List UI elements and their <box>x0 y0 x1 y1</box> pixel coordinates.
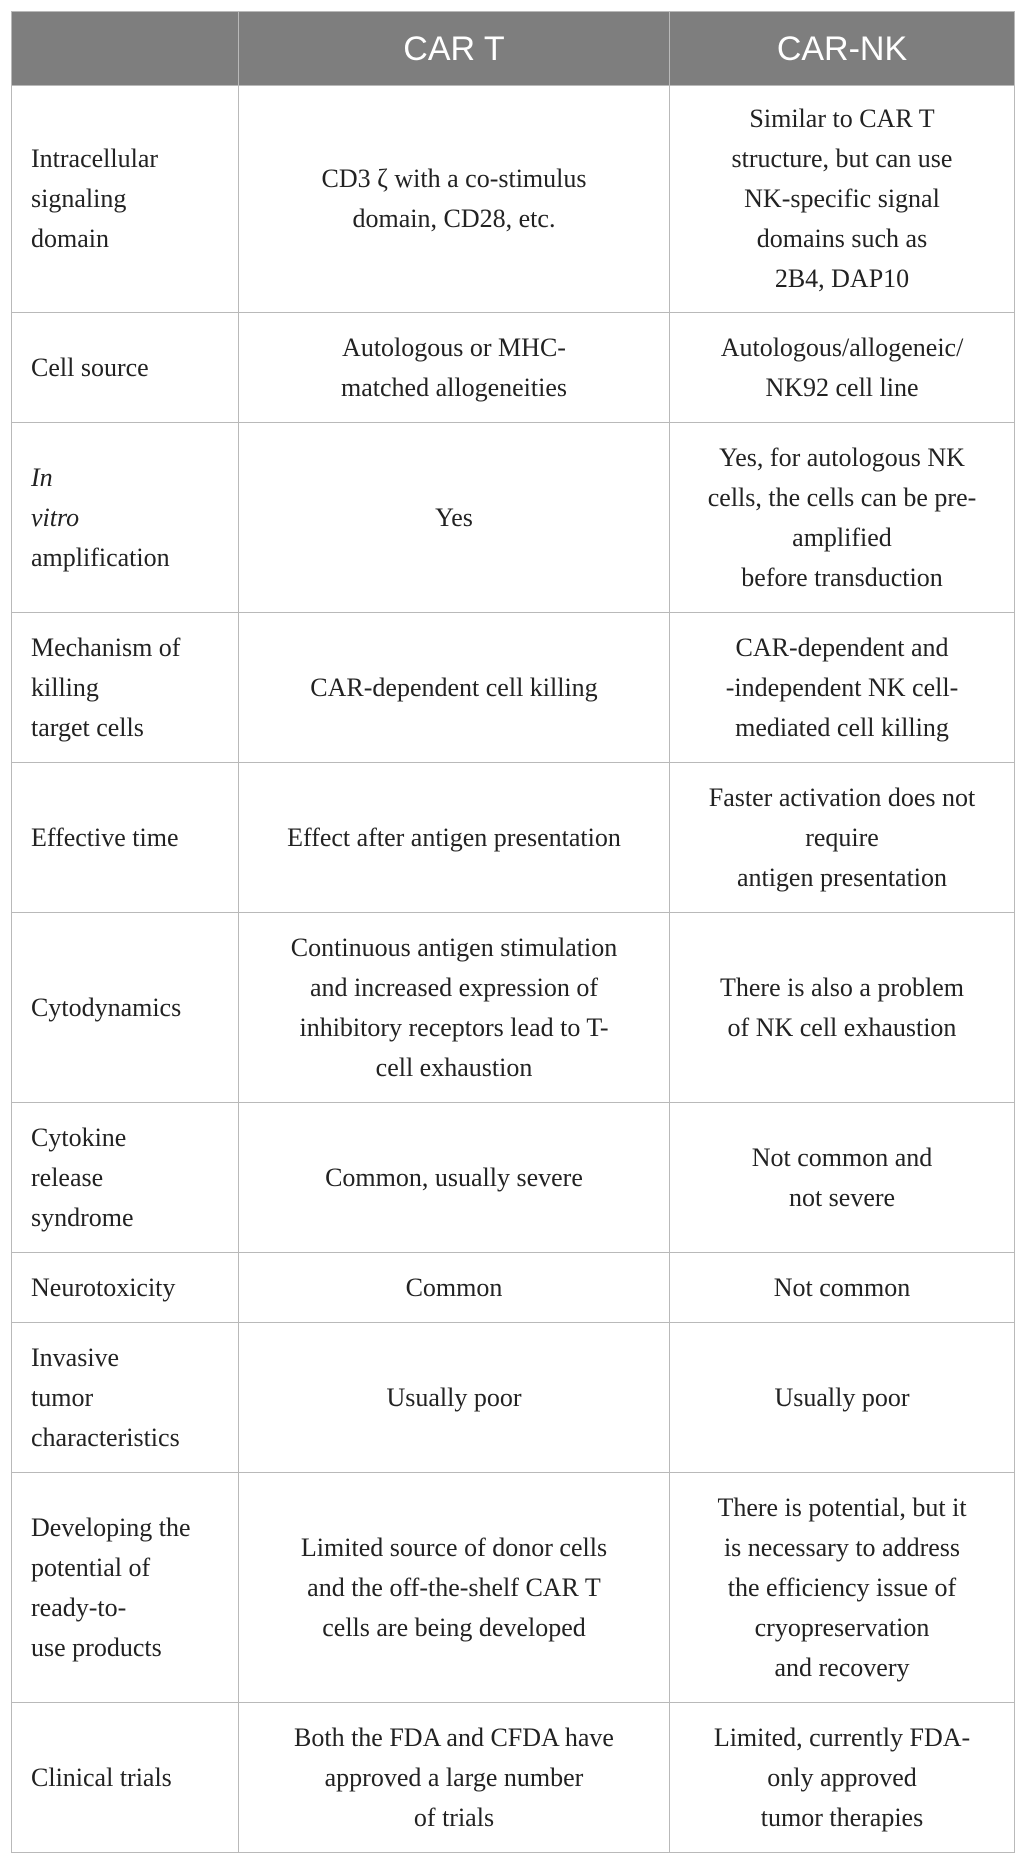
cell-text-line: Continuous antigen stimulation <box>290 932 618 962</box>
table-row <box>12 613 1015 763</box>
row-label-cell <box>12 1323 239 1473</box>
cell-text-line: signaling <box>31 184 127 213</box>
header-car-nk: CAR-NK <box>670 12 1015 86</box>
car-nk-cell <box>670 913 1015 1103</box>
table-row <box>12 1473 1015 1703</box>
row-label-cell <box>12 1703 239 1853</box>
cell-text-line: Common, usually severe <box>325 1162 583 1192</box>
header-car-t: CAR T <box>239 12 670 86</box>
cell-text-line: Common <box>405 1272 503 1302</box>
table-row <box>12 763 1015 913</box>
car-t-cell <box>239 763 670 913</box>
table-body <box>12 86 1015 1853</box>
cell-text-line: CAR-dependent and <box>735 632 949 662</box>
car-t-cell <box>239 1103 670 1253</box>
table-row <box>12 1703 1015 1853</box>
cell-text-line: Developing the <box>31 1512 191 1542</box>
cell-text-line: require <box>805 822 879 852</box>
table-header <box>12 12 1015 86</box>
table-row <box>12 913 1015 1103</box>
car-nk-cell <box>670 1323 1015 1473</box>
cell-text-line: and recovery <box>774 1652 910 1682</box>
car-nk-cell <box>670 423 1015 613</box>
cell-text-line: characteristics <box>31 1422 180 1452</box>
row-label-cell <box>12 1103 239 1253</box>
cell-text-line: Mechanism of <box>31 632 181 662</box>
table-row <box>12 86 1015 313</box>
cell-text-line: Effective time <box>31 822 179 852</box>
cell-text-line: Limited, currently FDA- <box>713 1722 971 1752</box>
row-label-cell <box>12 613 239 763</box>
car-nk-cell <box>670 1473 1015 1703</box>
cell-text-line: Cell source <box>31 352 149 382</box>
cell-text-line: Autologous/allogeneic/ <box>720 332 964 362</box>
car-t-cell <box>239 1323 670 1473</box>
cell-text-line: tumor therapies <box>760 1802 924 1832</box>
cell-text-line: and the off-the-shelf CAR T <box>307 1572 601 1602</box>
car-nk-cell <box>670 1703 1015 1853</box>
cell-text-line: CD3 ζ with a co-stimulus <box>321 164 587 193</box>
cell-text-line: Yes, for autologous NK <box>719 442 965 472</box>
cell-text-line: killing <box>31 672 99 702</box>
cell-text-line: Cytokine <box>31 1122 127 1152</box>
cell-text-line: Invasive <box>31 1342 120 1372</box>
car-t-cell <box>239 1253 670 1323</box>
cell-text-line: vitro <box>31 502 80 532</box>
row-label-cell <box>12 1473 239 1703</box>
table-row <box>12 1253 1015 1323</box>
row-label-cell <box>12 313 239 423</box>
cell-text-line: amplification <box>31 542 170 572</box>
table-row <box>12 313 1015 423</box>
cell-text-line: use products <box>31 1632 162 1662</box>
table-row <box>12 1323 1015 1473</box>
cell-text-line: the efficiency issue of <box>727 1572 957 1602</box>
cell-text-line: of NK cell exhaustion <box>727 1012 957 1042</box>
cell-text-line: matched allogeneities <box>341 372 567 402</box>
cell-text-line: cryopreservation <box>754 1612 930 1642</box>
row-label-cell <box>12 86 239 313</box>
cell-text-line: Usually poor <box>386 1382 522 1412</box>
car-t-cell <box>239 423 670 613</box>
cell-text-line: domain, CD28, etc. <box>352 204 556 233</box>
cell-text-line: structure, but can use <box>731 144 953 173</box>
cell-text-line: There is also a problem <box>719 972 965 1002</box>
cell-text-line: approved a large number <box>324 1762 584 1792</box>
car-t-cell <box>239 1473 670 1703</box>
cell-text-line: Faster activation does not <box>708 782 976 812</box>
cell-text-line: and increased expression of <box>309 972 599 1002</box>
cell-text-line: Similar to CAR T <box>749 104 935 133</box>
cell-text-line: target cells <box>31 712 144 742</box>
car-t-cell <box>239 313 670 423</box>
cell-text-line: Neurotoxicity <box>31 1272 176 1302</box>
car-nk-cell <box>670 86 1015 313</box>
cell-text-line: -independent NK cell- <box>725 672 959 702</box>
cell-text-line: tumor <box>31 1382 94 1412</box>
car-nk-cell <box>670 763 1015 913</box>
cell-text-line: potential of <box>31 1552 151 1582</box>
cell-text-line: CAR-dependent cell killing <box>310 672 598 702</box>
cell-text-line: release <box>31 1162 104 1192</box>
cell-text-line: domains such as <box>756 224 928 253</box>
cell-text-line: Not common and <box>751 1142 933 1172</box>
car-nk-cell <box>670 1253 1015 1323</box>
row-label-cell <box>12 423 239 613</box>
cell-text-line: syndrome <box>31 1202 134 1232</box>
cell-text-line: inhibitory receptors lead to T- <box>299 1012 609 1042</box>
comparison-table <box>11 11 1015 1853</box>
cell-text-line: amplified <box>792 522 892 552</box>
cell-text-line: not severe <box>788 1182 896 1212</box>
cell-text-line: mediated cell killing <box>735 712 949 742</box>
cell-text-line: NK92 cell line <box>765 372 919 402</box>
cell-text-line: Limited source of donor cells <box>300 1532 608 1562</box>
cell-text-line: Both the FDA and CFDA have <box>294 1722 614 1752</box>
cell-text-line: cell exhaustion <box>375 1052 533 1082</box>
car-t-cell <box>239 613 670 763</box>
cell-text-line: only approved <box>767 1762 917 1792</box>
header-empty-cell <box>12 12 239 86</box>
car-nk-cell <box>670 613 1015 763</box>
cell-text-line: antigen presentation <box>736 862 948 892</box>
table-row <box>12 423 1015 613</box>
cell-text-line: cells are being developed <box>322 1612 586 1642</box>
cell-text-line: Yes <box>435 502 473 532</box>
cell-text-line: cells, the cells can be pre- <box>707 482 977 512</box>
car-nk-cell <box>670 1103 1015 1253</box>
cell-text-line: Usually poor <box>774 1382 910 1412</box>
header-row <box>12 12 1015 86</box>
cell-text-line: Clinical trials <box>31 1762 172 1792</box>
car-t-cell <box>239 913 670 1103</box>
cell-text-line: 2B4, DAP10 <box>774 264 910 293</box>
cell-text-line: is necessary to address <box>723 1532 961 1562</box>
cell-text-line: Effect after antigen presentation <box>287 822 621 852</box>
cell-text-line: NK-specific signal <box>744 184 940 213</box>
cell-text-line: before transduction <box>741 562 943 592</box>
car-t-cell <box>239 1703 670 1853</box>
cell-text-line: Not common <box>773 1272 911 1302</box>
row-label-cell <box>12 913 239 1103</box>
car-t-cell <box>239 86 670 313</box>
cell-text-line: domain <box>31 224 109 253</box>
table-row <box>12 1103 1015 1253</box>
row-label-cell <box>12 1253 239 1323</box>
cell-text-line: There is potential, but it <box>717 1492 967 1522</box>
cell-text-line: In <box>31 462 53 492</box>
row-label-cell <box>12 763 239 913</box>
cell-text-line: Autologous or MHC- <box>342 332 566 362</box>
car-nk-cell <box>670 313 1015 423</box>
cell-text-line: Cytodynamics <box>31 992 182 1022</box>
cell-text-line: Intracellular <box>31 144 159 173</box>
cell-text-line: of trials <box>413 1802 495 1832</box>
cell-text-line: ready-to- <box>31 1592 127 1622</box>
